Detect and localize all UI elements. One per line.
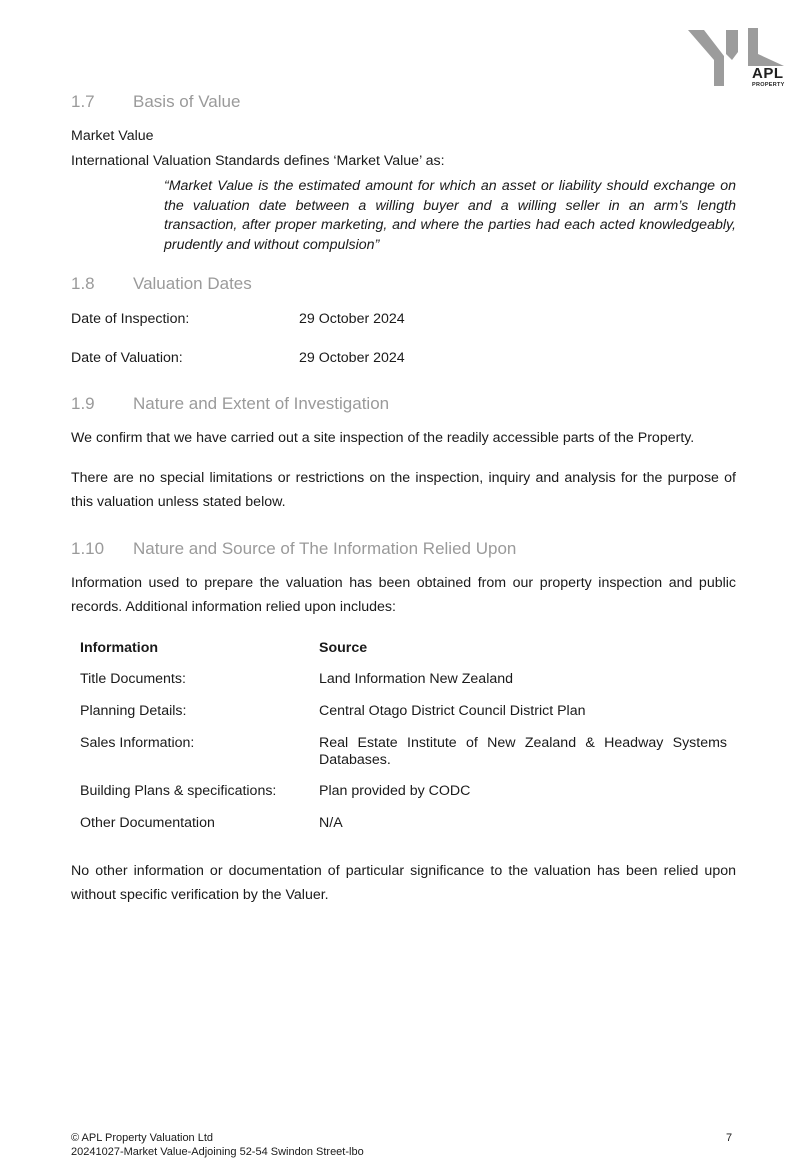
source-cell: Plan provided by CODC [319,783,471,799]
logo-name: APL [752,65,784,82]
section-heading-basis-of-value [71,92,240,112]
section-heading-investigation [71,394,389,414]
table-row [80,783,471,799]
table-row [80,671,514,687]
section-title: Valuation Dates [133,274,252,293]
sources-table-header [80,640,368,656]
date-of-inspection-row [71,311,405,327]
section-title: Basis of Value [133,92,241,111]
source-cell: N/A [319,815,343,831]
section-title: Nature and Extent of Investigation [133,394,390,413]
ivs-intro: International Valuation Standards defines ‘Market Value’ as: [71,153,445,169]
date-value: 29 October 2024 [299,311,405,327]
info-cell: Title Documents: [80,671,186,687]
section-number: 1.7 [71,92,95,111]
table-row [80,703,586,719]
info-cell: Planning Details: [80,703,187,719]
info-cell: Building Plans & specifications: [80,783,277,799]
investigation-paragraph-1: We confirm that we have carried out a site inspection of the readily accessible parts of the Property. [71,430,695,446]
footer-copyright: © APL Property Valuation Ltd [71,1132,214,1144]
date-value: 29 October 2024 [299,350,405,366]
section-number: 1.9 [71,394,95,413]
table-row [80,735,727,768]
info-cell: Other Documentation [80,815,215,831]
source-cell: Real Estate Institute of New Zealand & Headway Systems Databases. [319,735,727,768]
source-cell: Central Otago District Council District Plan [319,703,586,719]
source-cell: Land Information New Zealand [319,671,514,687]
closing-paragraph: No other information or documentation of particular significance to the valuation has been relied upon without specific verification by the Valuer. [71,863,736,903]
header-source: Source [319,640,368,656]
date-label: Date of Valuation: [71,350,183,366]
section-heading-information-sources [71,539,516,559]
investigation-paragraph-2: There are no special limitations or restrictions on the inspection, inquiry and analysis for the purpose of this valuation unless stated below. [71,470,736,510]
section-title: Nature and Source of The Information Relied Upon [133,539,517,558]
page-footer [71,1131,364,1159]
sources-intro: Information used to prepare the valuation has been obtained from our property inspection and public records. Additional information relied upon includes: [71,575,736,615]
page-number: 7 [726,1132,733,1144]
footer-filename: 20241027-Market Value-Adjoining 52-54 Swindon Street-lbo [71,1146,364,1158]
logo-sub: PROPERTY [752,82,785,88]
market-value-definition-quote: “Market Value is the estimated amount for which an asset or liability should exchange on the valuation date between a willing buyer and a willing seller in an arm’s length transaction, after proper marketing, and where the parties had each acted knowledgeably, prudently and without compulsion” [164,178,736,253]
table-row [80,815,343,831]
info-cell: Sales Information: [80,735,195,751]
section-number: 1.8 [71,274,95,293]
header-information: Information [80,640,159,656]
section-number: 1.10 [71,539,105,558]
logo-wordmark [752,66,785,89]
date-label: Date of Inspection: [71,311,190,327]
date-of-valuation-row [71,350,405,366]
market-value-label: Market Value [71,128,154,144]
section-heading-valuation-dates [71,274,252,294]
